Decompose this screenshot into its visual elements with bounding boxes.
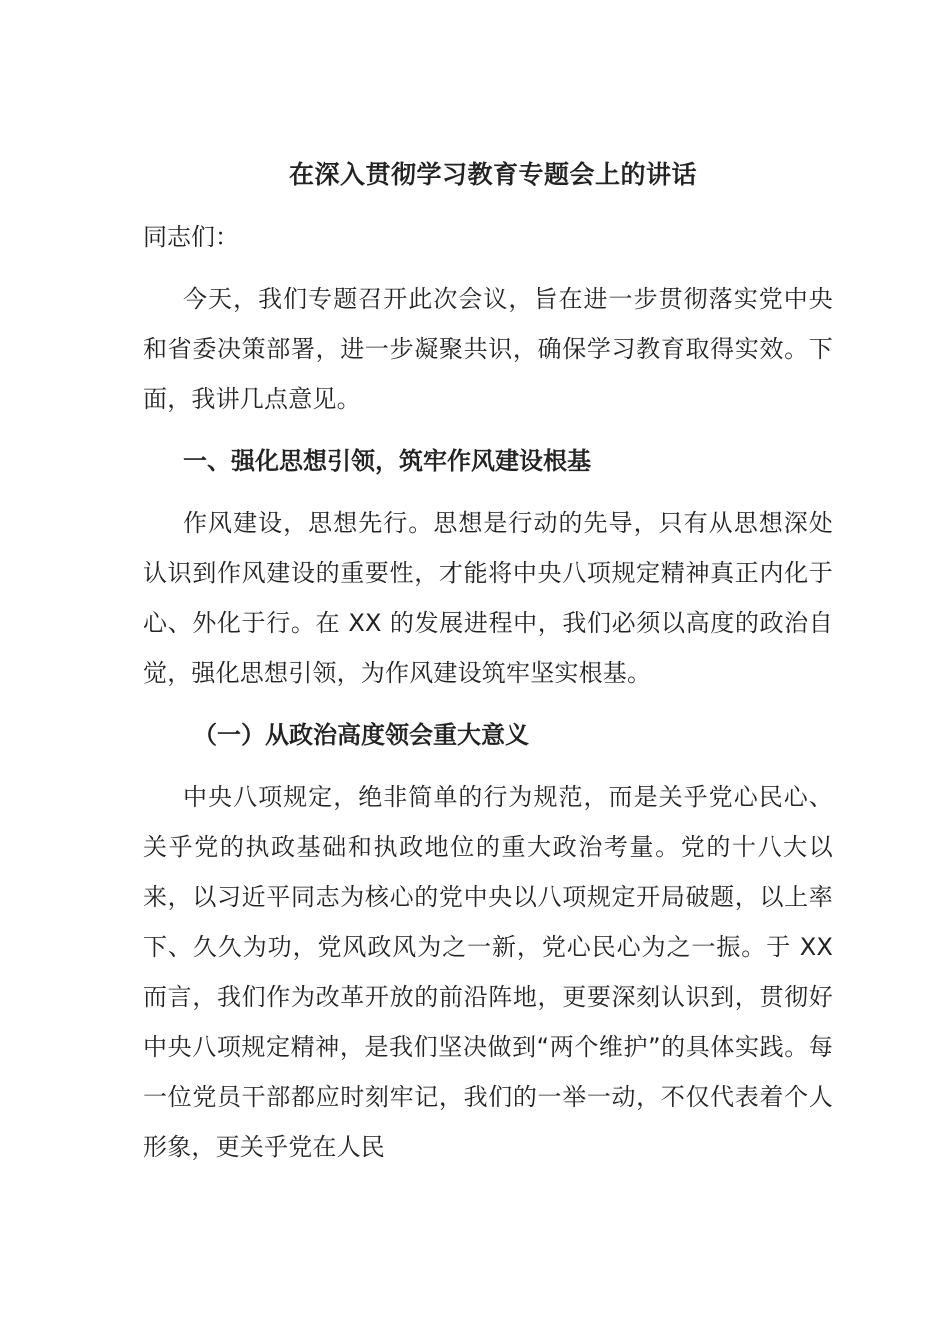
document-title: 在深入贯彻学习教育专题会上的讲话 (288, 160, 697, 189)
paragraph-subsection-1: 中央八项规定，绝非简单的行为规范，而是关乎党心民心、关乎党的执政基础和执政地位的重大政治考量。党的十八大以来，以习近平同志为核心的党中央以八项规定开局破题，以上率下、久久为功，党风政风为之一新，党心民心为之一振。于 XX 而言，我们作为改革开放的前沿阵地，更要深刻认识到，贯彻好中央八项规定精神，是我们坚决做到“两个维护”的具体实践。每一位党员干部都应时刻牢记，我们的一举一动，不仅代表着个人形象，更关乎党在人民 (143, 783, 833, 1161)
document-body (143, 150, 833, 1184)
paragraph-section-1: 作风建设，思想先行。思想是行动的先导，只有从思想深处认识到作风建设的重要性，才能将中央八项规定精神真正内化于心、外化于行。在 XX 的发展进程中，我们必须以高度的政治自觉，强化思想引领，为作风建设筑牢坚实根基。 (143, 509, 833, 687)
subsection-heading-1: （一）从政治高度领会重大意义 (193, 721, 529, 749)
salutation: 同志们： (143, 223, 239, 251)
section-heading-1: 一、强化思想引领，筑牢作风建设根基 (183, 447, 591, 475)
paragraph-intro: 今天，我们专题召开此次会议，旨在进一步贯彻落实党中央和省委决策部署，进一步凝聚共识，确保学习教育取得实效。下面，我讲几点意见。 (143, 285, 833, 413)
